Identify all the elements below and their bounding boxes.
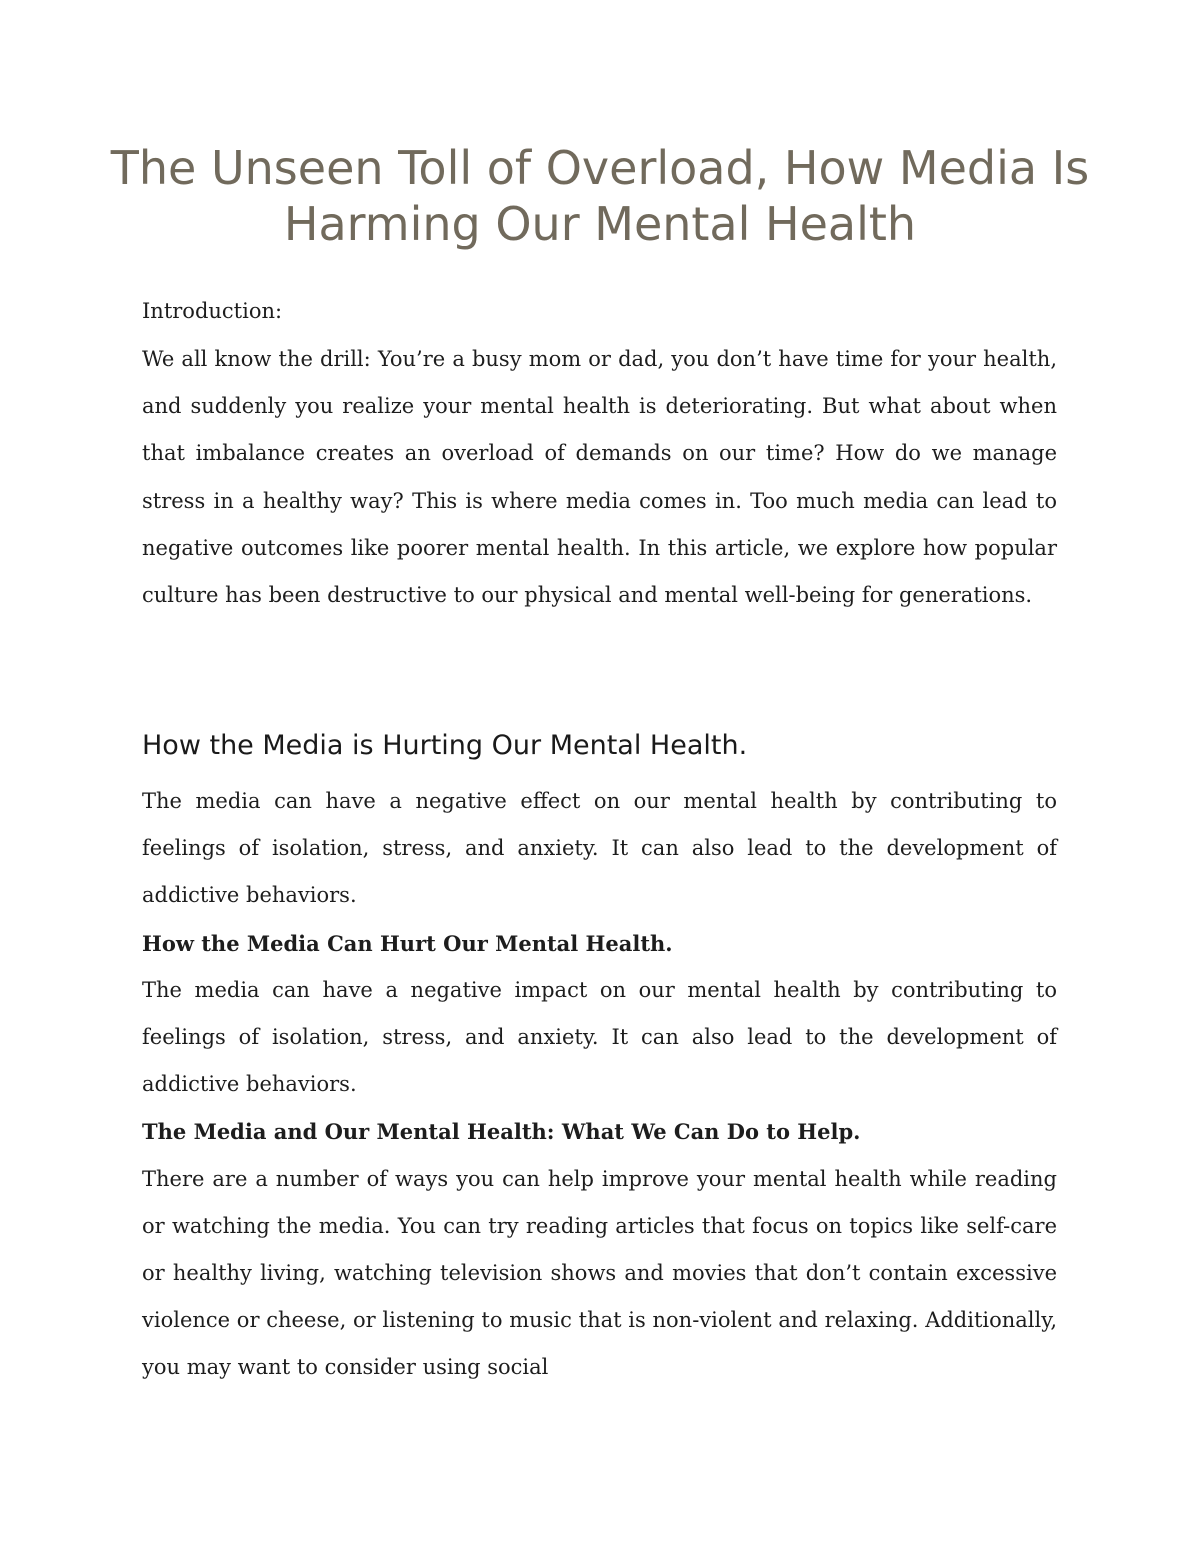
intro-paragraph: We all know the drill: You’re a busy mom or dad, you don’t have time for your health, and suddenly you realize your mental health is deteriorating. But what about when that imbalance creates an overload of demands on our time? How do we manage stress in a healthy way? This is where media comes in. Too much media can lead to negative outcomes like poorer mental health. In this article, we explore how popular culture has been destructive to our physical and mental well-being for generations. bbox=[142, 347, 1057, 608]
section-heading: How the Media is Hurting Our Mental Health. bbox=[142, 730, 748, 761]
subheading-2: The Media and Our Mental Health: What We Can Do to Help. bbox=[142, 1119, 861, 1145]
section-paragraph-1: The media can have a negative effect on our mental health by contributing to feelings of isolation, stress, and anxiety. It can also lead to the development of addictive behaviors. bbox=[142, 789, 1057, 908]
document-title: The Unseen Toll of Overload, How Media Is Harming Our Mental Health bbox=[110, 141, 1090, 251]
section-paragraph-3: There are a number of ways you can help improve your mental health while reading or watching the media. You can try reading articles that focus on topics like self-care or healthy living, watching television shows and movies that don’t contain excessive violence or cheese, or listening to music that is non-violent and relaxing. Additionally, you may want to consider using social bbox=[142, 1166, 1057, 1380]
section-paragraph-2: The media can have a negative impact on our mental health by contributing to feelings of isolation, stress, and anxiety. It can also lead to the development of addictive behaviors. bbox=[142, 977, 1057, 1097]
subheading-1: How the Media Can Hurt Our Mental Health. bbox=[142, 930, 673, 956]
intro-section bbox=[142, 336, 1057, 619]
section-body bbox=[142, 778, 1057, 1392]
intro-label: Introduction: bbox=[142, 299, 283, 323]
